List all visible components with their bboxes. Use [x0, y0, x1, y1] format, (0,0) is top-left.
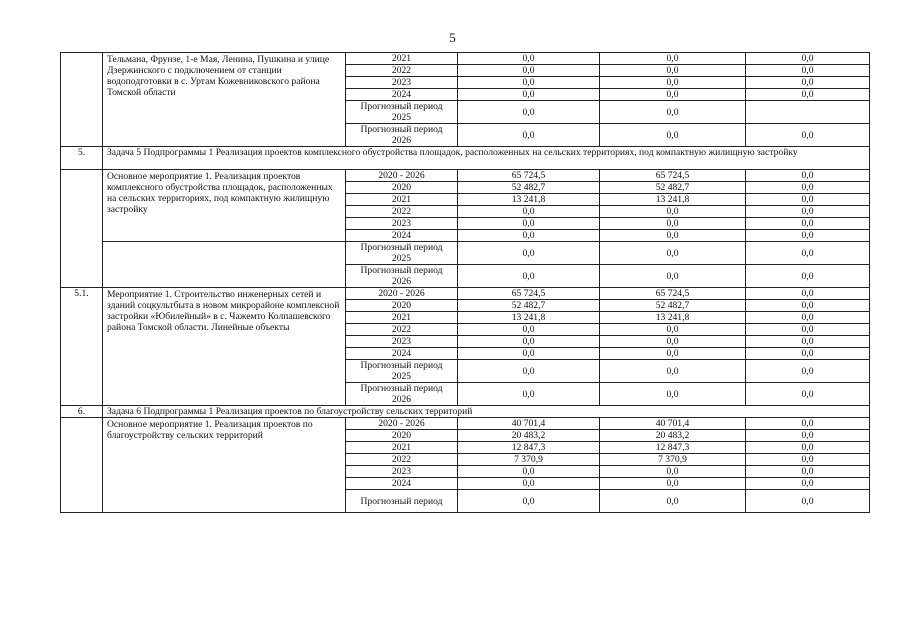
value-cell: 0,0 — [746, 124, 870, 147]
year-cell: 2020 - 2026 — [346, 288, 458, 300]
task-title: Задача 5 Подпрограммы 1 Реализация проектов комплексного обустройства площадок, расположенных на сельских территориях, под компактную жилищную застройку — [103, 147, 870, 170]
value-cell: 52 482,7 — [458, 182, 600, 194]
year-cell: Прогнозный период 2025 — [346, 101, 458, 124]
measure-description: Тельмана, Фрунзе, 1-е Мая, Ленина, Пушкина и улице Дзержинского с подключением от станции водоподготовки в с. Уртам Кожевниковского района Томской области — [103, 53, 346, 147]
value-cell: 65 724,5 — [458, 288, 600, 300]
value-cell: 0,0 — [458, 242, 600, 265]
value-cell: 0,0 — [458, 466, 600, 478]
value-cell: 0,0 — [458, 230, 600, 242]
table-row — [61, 288, 870, 300]
year-cell: 2024 — [346, 230, 458, 242]
year-cell: 2020 - 2026 — [346, 170, 458, 182]
value-cell: 0,0 — [746, 288, 870, 300]
value-cell: 13 241,8 — [600, 194, 746, 206]
year-cell: 2021 — [346, 53, 458, 65]
value-cell: 0,0 — [458, 383, 600, 406]
value-cell: 0,0 — [458, 360, 600, 383]
value-cell — [746, 101, 870, 124]
value-cell: 0,0 — [458, 490, 600, 513]
year-cell: 2021 — [346, 312, 458, 324]
year-cell: 2020 — [346, 430, 458, 442]
value-cell: 0,0 — [746, 418, 870, 430]
table-row — [61, 242, 870, 265]
task-number: 5. — [61, 147, 103, 170]
year-cell: Прогнозный период 2026 — [346, 265, 458, 288]
value-cell: 0,0 — [746, 194, 870, 206]
value-cell: 0,0 — [600, 101, 746, 124]
value-cell: 0,0 — [458, 89, 600, 101]
value-cell: 52 482,7 — [600, 182, 746, 194]
year-cell: 2023 — [346, 77, 458, 89]
value-cell: 0,0 — [600, 65, 746, 77]
value-cell: 13 241,8 — [600, 312, 746, 324]
year-cell: 2021 — [346, 442, 458, 454]
value-cell: 65 724,5 — [600, 288, 746, 300]
row-number — [61, 418, 103, 513]
year-cell: Прогнозный период 2025 — [346, 242, 458, 265]
value-cell: 0,0 — [746, 466, 870, 478]
value-cell: 0,0 — [746, 242, 870, 265]
measure-description: Мероприятие 1. Строительство инженерных сетей и зданий соцкультбыта в новом микрорайоне комплексной застройки «Юбилейный» в с. Чажемто Колпашевского района Томской области. Линейные объекты — [103, 288, 346, 406]
value-cell: 0,0 — [600, 265, 746, 288]
year-cell: Прогнозный период 2026 — [346, 383, 458, 406]
value-cell: 0,0 — [600, 206, 746, 218]
value-cell: 0,0 — [746, 230, 870, 242]
value-cell: 0,0 — [600, 360, 746, 383]
value-cell: 65 724,5 — [600, 170, 746, 182]
table-row — [61, 170, 870, 182]
value-cell: 40 701,4 — [458, 418, 600, 430]
value-cell: 0,0 — [746, 65, 870, 77]
value-cell: 0,0 — [746, 77, 870, 89]
value-cell: 0,0 — [458, 124, 600, 147]
year-cell: 2022 — [346, 454, 458, 466]
value-cell: 52 482,7 — [600, 300, 746, 312]
table-row — [61, 418, 870, 430]
value-cell: 0,0 — [746, 206, 870, 218]
value-cell: 0,0 — [746, 383, 870, 406]
value-cell: 0,0 — [600, 348, 746, 360]
value-cell: 0,0 — [458, 478, 600, 490]
value-cell: 0,0 — [746, 490, 870, 513]
value-cell: 0,0 — [746, 454, 870, 466]
value-cell: 0,0 — [746, 442, 870, 454]
budget-table — [60, 52, 870, 513]
year-cell: 2023 — [346, 336, 458, 348]
row-number — [61, 170, 103, 288]
value-cell: 0,0 — [746, 218, 870, 230]
value-cell: 40 701,4 — [600, 418, 746, 430]
value-cell: 7 370,9 — [458, 454, 600, 466]
year-cell: 2024 — [346, 89, 458, 101]
value-cell: 0,0 — [458, 265, 600, 288]
measure-description: Основное мероприятие 1. Реализация проектов комплексного обустройства площадок, расположенных на сельских территориях, под компактную жилищную застройку — [103, 170, 346, 242]
value-cell: 0,0 — [600, 242, 746, 265]
year-cell: 2022 — [346, 65, 458, 77]
value-cell: 0,0 — [458, 336, 600, 348]
value-cell: 0,0 — [600, 124, 746, 147]
measure-description: Основное мероприятие 1. Реализация проектов по благоустройству сельских территорий — [103, 418, 346, 513]
value-cell: 0,0 — [458, 206, 600, 218]
year-cell: 2021 — [346, 194, 458, 206]
task-number: 6. — [61, 406, 103, 418]
value-cell: 0,0 — [600, 466, 746, 478]
value-cell: 0,0 — [746, 336, 870, 348]
value-cell: 0,0 — [746, 324, 870, 336]
value-cell: 0,0 — [746, 360, 870, 383]
year-cell: 2023 — [346, 466, 458, 478]
value-cell: 0,0 — [600, 53, 746, 65]
value-cell: 0,0 — [746, 478, 870, 490]
value-cell: 13 241,8 — [458, 194, 600, 206]
value-cell: 0,0 — [458, 53, 600, 65]
value-cell: 20 483,2 — [458, 430, 600, 442]
row-number — [61, 53, 103, 147]
value-cell: 0,0 — [746, 348, 870, 360]
year-cell: 2024 — [346, 478, 458, 490]
value-cell: 0,0 — [746, 170, 870, 182]
value-cell: 0,0 — [458, 348, 600, 360]
value-cell: 0,0 — [746, 89, 870, 101]
task-row — [61, 406, 870, 418]
year-cell: 2022 — [346, 206, 458, 218]
value-cell: 13 241,8 — [458, 312, 600, 324]
value-cell: 7 370,9 — [600, 454, 746, 466]
row-number: 5.1. — [61, 288, 103, 406]
year-cell: 2020 — [346, 182, 458, 194]
value-cell: 0,0 — [600, 218, 746, 230]
value-cell: 65 724,5 — [458, 170, 600, 182]
page-number: 5 — [449, 30, 456, 45]
value-cell: 0,0 — [746, 312, 870, 324]
measure-description-continued — [103, 242, 346, 288]
value-cell: 0,0 — [746, 430, 870, 442]
year-cell: 2022 — [346, 324, 458, 336]
year-cell: 2020 - 2026 — [346, 418, 458, 430]
value-cell: 0,0 — [458, 324, 600, 336]
value-cell: 0,0 — [458, 218, 600, 230]
value-cell: 0,0 — [458, 65, 600, 77]
value-cell: 0,0 — [600, 89, 746, 101]
value-cell: 12 847,3 — [458, 442, 600, 454]
year-cell: Прогнозный период 2025 — [346, 360, 458, 383]
value-cell: 0,0 — [600, 230, 746, 242]
table-row — [61, 53, 870, 65]
value-cell: 12 847,3 — [600, 442, 746, 454]
value-cell: 0,0 — [600, 478, 746, 490]
value-cell: 0,0 — [600, 490, 746, 513]
year-cell: Прогнозный период — [346, 490, 458, 513]
value-cell: 0,0 — [600, 324, 746, 336]
value-cell: 0,0 — [746, 182, 870, 194]
value-cell: 0,0 — [600, 383, 746, 406]
value-cell: 0,0 — [746, 53, 870, 65]
task-row — [61, 147, 870, 170]
task-title: Задача 6 Подпрограммы 1 Реализация проектов по благоустройству сельских территорий — [103, 406, 870, 418]
value-cell: 0,0 — [600, 336, 746, 348]
value-cell: 0,0 — [458, 77, 600, 89]
value-cell: 0,0 — [458, 101, 600, 124]
value-cell: 0,0 — [600, 77, 746, 89]
value-cell: 0,0 — [746, 265, 870, 288]
value-cell: 20 483,2 — [600, 430, 746, 442]
value-cell: 0,0 — [746, 300, 870, 312]
value-cell: 52 482,7 — [458, 300, 600, 312]
year-cell: 2020 — [346, 300, 458, 312]
year-cell: 2023 — [346, 218, 458, 230]
year-cell: Прогнозный период 2026 — [346, 124, 458, 147]
year-cell: 2024 — [346, 348, 458, 360]
